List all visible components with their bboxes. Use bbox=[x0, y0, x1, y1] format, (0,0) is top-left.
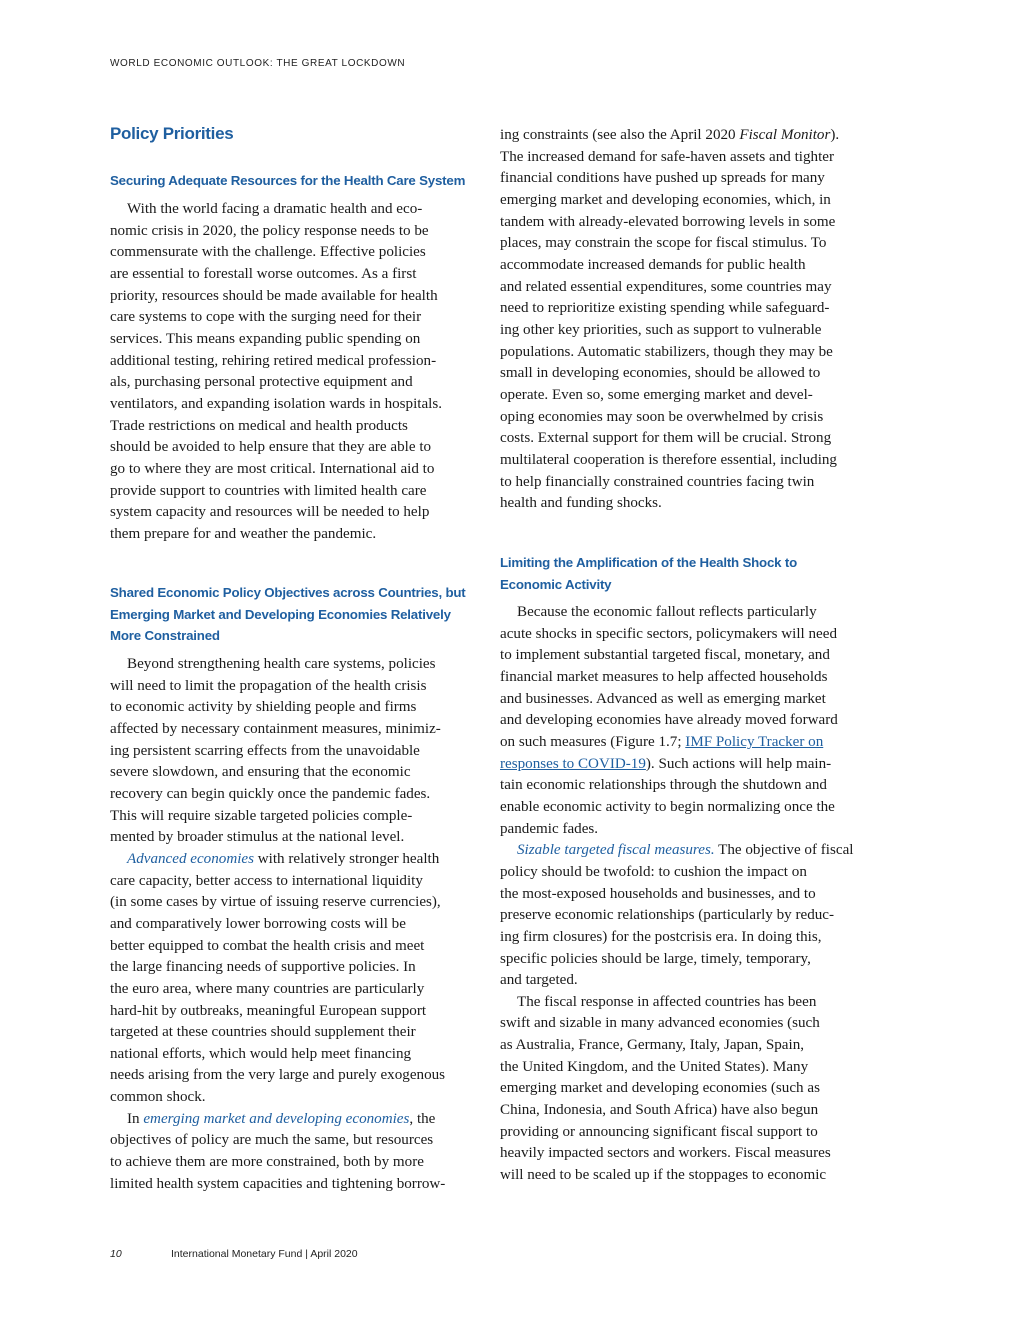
footer-source bbox=[171, 1248, 358, 1260]
text-line bbox=[110, 1109, 490, 1131]
subsection-title-health-care: Securing Adequate Resources for the Health Care System bbox=[110, 173, 466, 188]
text-line: enable economic activity to begin normalizing once the bbox=[500, 798, 835, 815]
page-number: 10 bbox=[110, 1248, 122, 1260]
text-span: on such measures (Figure 1.7; bbox=[500, 733, 686, 750]
text-line: With the world facing a dramatic health and eco- bbox=[127, 201, 423, 217]
fiscal-measures-term: Sizable targeted fiscal measures. bbox=[517, 842, 715, 859]
text-line: oping economies may soon be overwhelmed by crisis bbox=[500, 408, 824, 425]
text-span: ). bbox=[830, 127, 840, 143]
paragraph-health-care bbox=[110, 199, 490, 546]
text-line: ventilators, and expanding isolation wards in hospitals. bbox=[110, 395, 443, 412]
subsection-title-line: More Constrained bbox=[110, 628, 220, 644]
text-line: the large financing needs of supportive policies. In bbox=[110, 959, 416, 976]
text-line: Beyond strengthening health care systems, policies bbox=[127, 656, 436, 672]
imf-policy-tracker-link-cont[interactable]: responses to COVID-19 bbox=[500, 755, 646, 772]
text-line: objectives of policy are much the same, but resources bbox=[110, 1132, 434, 1149]
text-line: swift and sizable in many advanced economies (such bbox=[500, 1015, 820, 1032]
text-line: them prepare for and weather the pandemic. bbox=[110, 525, 377, 542]
text-line bbox=[500, 754, 880, 776]
text-line bbox=[500, 840, 880, 862]
text-span: , the bbox=[409, 1110, 436, 1127]
text-line: affected by necessary containment measures, minimiz- bbox=[110, 720, 441, 737]
text-line: tandem with already-elevated borrowing levels in some bbox=[500, 213, 836, 230]
text-line: ing other key priorities, such as support to vulnerable bbox=[500, 321, 822, 338]
text-line: Trade restrictions on medical and health products bbox=[110, 417, 408, 434]
publisher-name: International Monetary Fund bbox=[171, 1248, 303, 1260]
paragraph-shared-objectives bbox=[110, 654, 490, 1195]
text-line: and related essential expenditures, some countries may bbox=[500, 278, 832, 295]
text-line: The increased demand for safe-haven assets and tighter bbox=[500, 148, 835, 165]
text-line: (in some cases by virtue of issuing reserve currencies), bbox=[110, 894, 441, 911]
footer-separator: | bbox=[302, 1248, 311, 1260]
text-line: additional testing, rehiring retired medical profession- bbox=[110, 352, 437, 369]
text-line: specific policies should be large, timely, temporary, bbox=[500, 950, 811, 967]
text-line: limited health system capacities and tightening borrow- bbox=[110, 1175, 446, 1192]
text-line: operate. Even so, some emerging market and devel- bbox=[500, 386, 813, 403]
text-line: better equipped to combat the health crisis and meet bbox=[110, 937, 425, 954]
text-line: accommodate increased demands for public health bbox=[500, 256, 806, 273]
text-line: as Australia, France, Germany, Italy, Japan, Spain, bbox=[500, 1037, 805, 1054]
text-line: hard-hit by outbreaks, meaningful European support bbox=[110, 1002, 427, 1019]
section-title: Policy Priorities bbox=[110, 124, 234, 143]
text-line: the euro area, where many countries are particularly bbox=[110, 980, 425, 997]
text-line: services. This means expanding public spending on bbox=[110, 330, 421, 347]
text-span: ). Such actions will help main- bbox=[645, 755, 832, 772]
text-line: care systems to cope with the surging need for their bbox=[110, 309, 422, 326]
paragraph-borrowing-constraints bbox=[500, 125, 880, 515]
text-line: policy should be twofold: to cushion the impact on bbox=[500, 863, 807, 880]
text-line: to achieve them are more constrained, both by more bbox=[110, 1154, 424, 1171]
text-line: recovery can begin quickly once the pandemic fades. bbox=[110, 785, 431, 802]
subsection-title-line: Limiting the Amplification of the Health Shock to bbox=[500, 555, 798, 570]
text-span: with relatively stronger health bbox=[254, 850, 440, 867]
text-line: commensurate with the challenge. Effective policies bbox=[110, 244, 426, 261]
text-line: common shock. bbox=[110, 1089, 206, 1106]
text-line bbox=[500, 732, 880, 754]
paragraph-amplification bbox=[500, 602, 880, 1187]
text-line: should be avoided to help ensure that they are able to bbox=[110, 439, 432, 456]
text-span: In bbox=[127, 1110, 144, 1127]
text-line: als, purchasing personal protective equipment and bbox=[110, 374, 413, 391]
text-line: priority, resources should be made available for health bbox=[110, 287, 438, 304]
text-line: populations. Automatic stabilizers, though they may be bbox=[500, 343, 833, 360]
text-line: and businesses. Advanced as well as emerging market bbox=[500, 690, 826, 707]
text-line: multilateral cooperation is therefore essential, including bbox=[500, 451, 837, 468]
text-line: places, may constrain the scope for fiscal stimulus. To bbox=[500, 235, 827, 252]
text-line: targeted at these countries should supplement their bbox=[110, 1024, 416, 1041]
text-line: provide support to countries with limited health care bbox=[110, 482, 427, 499]
text-line: national efforts, which would help meet financing bbox=[110, 1045, 412, 1062]
text-span: ing constraints (see also the April 2020 bbox=[500, 127, 740, 143]
text-line: The fiscal response in affected countries has been bbox=[517, 993, 817, 1010]
text-line: mented by broader stimulus at the national level. bbox=[110, 829, 405, 846]
text-line: to economic activity by shielding people and firms bbox=[110, 699, 417, 716]
text-line: and targeted. bbox=[500, 972, 578, 989]
text-line bbox=[500, 125, 880, 147]
text-line: financial conditions have pushed up spreads for many bbox=[500, 170, 825, 187]
text-line: China, Indonesia, and South Africa) have also begun bbox=[500, 1102, 819, 1119]
text-line: severe slowdown, and ensuring that the economic bbox=[110, 764, 411, 781]
text-line: This will require sizable targeted policies comple- bbox=[110, 807, 413, 824]
subsection-title-line: Emerging Market and Developing Economies Relatively bbox=[110, 606, 451, 622]
imf-policy-tracker-link[interactable]: IMF Policy Tracker on bbox=[685, 733, 824, 750]
text-line: to implement substantial targeted fiscal, monetary, and bbox=[500, 647, 830, 664]
text-line: need to reprioritize existing spending while safeguard- bbox=[500, 300, 830, 317]
text-line: go to where they are most critical. International aid to bbox=[110, 460, 435, 477]
text-line: small in developing economies, should be allowed to bbox=[500, 365, 821, 382]
text-line: preserve economic relationships (particularly by reduc- bbox=[500, 907, 835, 924]
publication-date: April 2020 bbox=[310, 1248, 358, 1260]
text-line: system capacity and resources will be needed to help bbox=[110, 504, 430, 521]
text-span: The objective of fiscal bbox=[714, 842, 854, 859]
running-header: WORLD ECONOMIC OUTLOOK: THE GREAT LOCKDOWN bbox=[110, 58, 406, 69]
advanced-economies-term: Advanced economies bbox=[127, 850, 254, 867]
subsection-title-line: Economic Activity bbox=[500, 576, 612, 592]
emerging-economies-term: emerging market and developing economies bbox=[143, 1110, 410, 1127]
text-line: are essential to forestall worse outcomes. As a first bbox=[110, 265, 417, 282]
text-line: costs. External support for them will be crucial. Strong bbox=[500, 430, 832, 447]
text-line: tain economic relationships through the shutdown and bbox=[500, 777, 827, 794]
text-line: acute shocks in specific sectors, policymakers will need bbox=[500, 625, 837, 642]
text-line: will need to be scaled up if the stoppages to economic bbox=[500, 1167, 827, 1184]
text-line: the United Kingdom, and the United States). Many bbox=[500, 1058, 809, 1075]
text-line: nomic crisis in 2020, the policy response needs to be bbox=[110, 222, 429, 239]
text-line: financial market measures to help affected households bbox=[500, 668, 828, 685]
text-line: and comparatively lower borrowing costs will be bbox=[110, 915, 406, 932]
text-line: pandemic fades. bbox=[500, 820, 599, 837]
text-line: health and funding shocks. bbox=[500, 495, 662, 512]
text-line: ing persistent scarring effects from the unavoidable bbox=[110, 742, 420, 759]
text-line: will need to limit the propagation of the health crisis bbox=[110, 677, 427, 694]
text-line: care capacity, better access to international liquidity bbox=[110, 872, 423, 889]
text-line: and developing economies have already moved forward bbox=[500, 712, 838, 729]
fiscal-monitor-title: Fiscal Monitor bbox=[739, 127, 831, 143]
text-line: emerging market and developing economies, which, in bbox=[500, 191, 831, 208]
text-line: heavily impacted sectors and workers. Fiscal measures bbox=[500, 1145, 831, 1162]
subsection-title-shared-objectives bbox=[110, 582, 490, 647]
text-line: to help financially constrained countries facing twin bbox=[500, 473, 815, 490]
subsection-title-line: Shared Economic Policy Objectives across Countries, but bbox=[110, 585, 466, 600]
text-line bbox=[110, 849, 490, 871]
text-line: providing or announcing significant fiscal support to bbox=[500, 1123, 818, 1140]
text-line: emerging market and developing economies (such as bbox=[500, 1080, 820, 1097]
text-line: needs arising from the very large and purely exogenous bbox=[110, 1067, 446, 1084]
text-line: the most-exposed households and businesses, and to bbox=[500, 885, 816, 902]
subsection-title-amplification bbox=[500, 552, 880, 595]
text-line: ing firm closures) for the postcrisis era. In doing this, bbox=[500, 928, 822, 945]
text-line: Because the economic fallout reflects particularly bbox=[517, 604, 817, 620]
